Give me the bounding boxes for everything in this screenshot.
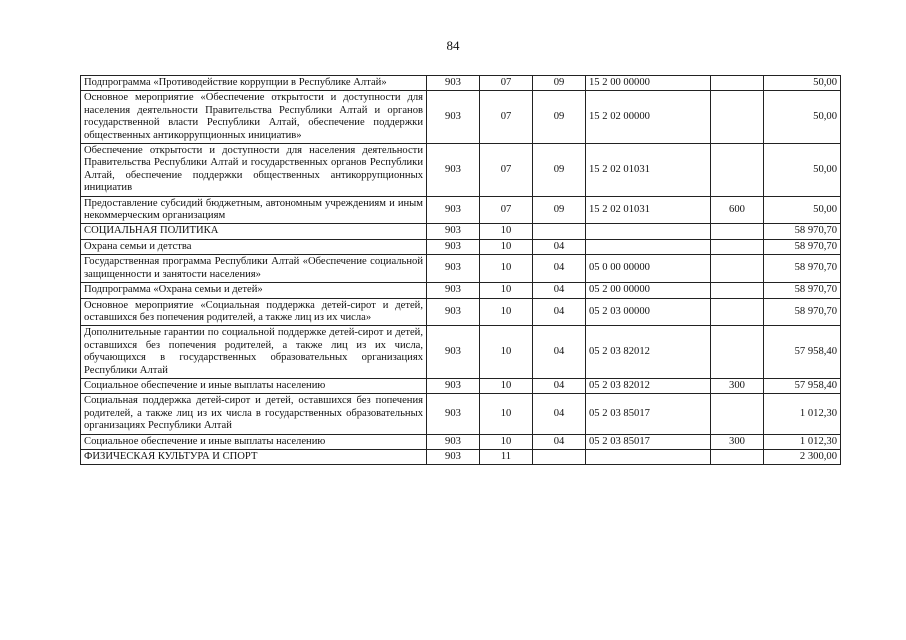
ved-code-cell: 903 — [427, 224, 480, 239]
expense-type-cell — [711, 449, 764, 464]
table-row — [81, 394, 841, 434]
subsection-code-cell: 04 — [533, 298, 586, 326]
target-article-cell: 15 2 00 00000 — [586, 76, 711, 91]
ved-code-cell: 903 — [427, 91, 480, 144]
row-name-cell: Социальное обеспечение и иные выплаты населению — [81, 434, 427, 449]
section-code-cell: 10 — [480, 224, 533, 239]
expense-type-cell: 600 — [711, 196, 764, 224]
row-name-cell: СОЦИАЛЬНАЯ ПОЛИТИКА — [81, 224, 427, 239]
subsection-code-cell: 09 — [533, 196, 586, 224]
table-row — [81, 434, 841, 449]
expense-type-cell — [711, 91, 764, 144]
section-code-cell: 10 — [480, 239, 533, 254]
ved-code-cell: 903 — [427, 326, 480, 379]
expense-type-cell — [711, 394, 764, 434]
ved-code-cell: 903 — [427, 378, 480, 393]
table-row — [81, 378, 841, 393]
budget-table — [80, 75, 841, 465]
expense-type-cell — [711, 144, 764, 197]
table-row — [81, 224, 841, 239]
section-code-cell: 10 — [480, 378, 533, 393]
amount-cell: 57 958,40 — [764, 326, 841, 379]
row-name-cell: ФИЗИЧЕСКАЯ КУЛЬТУРА И СПОРТ — [81, 449, 427, 464]
target-article-cell — [586, 239, 711, 254]
target-article-cell: 05 2 03 85017 — [586, 434, 711, 449]
section-code-cell: 07 — [480, 76, 533, 91]
section-code-cell: 10 — [480, 283, 533, 298]
subsection-code-cell — [533, 449, 586, 464]
table-row — [81, 196, 841, 224]
subsection-code-cell: 09 — [533, 91, 586, 144]
row-name-cell: Охрана семьи и детства — [81, 239, 427, 254]
row-name-cell: Государственная программа Республики Алтай «Обеспечение социальной защищенности и занятости населения» — [81, 255, 427, 283]
table-row — [81, 449, 841, 464]
target-article-cell: 05 2 03 82012 — [586, 378, 711, 393]
subsection-code-cell — [533, 224, 586, 239]
subsection-code-cell: 04 — [533, 326, 586, 379]
section-code-cell: 10 — [480, 434, 533, 449]
target-article-cell: 05 2 03 85017 — [586, 394, 711, 434]
table-row — [81, 144, 841, 197]
amount-cell: 58 970,70 — [764, 239, 841, 254]
row-name-cell: Подпрограмма «Противодействие коррупции в Республике Алтай» — [81, 76, 427, 91]
expense-type-cell: 300 — [711, 434, 764, 449]
section-code-cell: 10 — [480, 255, 533, 283]
target-article-cell: 05 2 03 00000 — [586, 298, 711, 326]
expense-type-cell: 300 — [711, 378, 764, 393]
expense-type-cell — [711, 239, 764, 254]
amount-cell: 2 300,00 — [764, 449, 841, 464]
subsection-code-cell: 09 — [533, 144, 586, 197]
row-name-cell: Социальная поддержка детей-сирот и детей, оставшихся без попечения родителей, а также лиц из их числа в государственных образовательных организациях Республики Алтай — [81, 394, 427, 434]
ved-code-cell: 903 — [427, 144, 480, 197]
expense-type-cell — [711, 224, 764, 239]
target-article-cell — [586, 224, 711, 239]
row-name-cell: Основное мероприятие «Обеспечение открытости и доступности для населения деятельности Правительства Республики Алтай и органов государственной власти Республики Алтай, обеспечение поддержки общественных антикоррупционных инициатив» — [81, 91, 427, 144]
amount-cell: 58 970,70 — [764, 298, 841, 326]
row-name-cell: Предоставление субсидий бюджетным, автономным учреждениям и иным некоммерческим организациям — [81, 196, 427, 224]
target-article-cell: 15 2 02 01031 — [586, 196, 711, 224]
row-name-cell: Подпрограмма «Охрана семьи и детей» — [81, 283, 427, 298]
ved-code-cell: 903 — [427, 283, 480, 298]
table-row — [81, 76, 841, 91]
section-code-cell: 10 — [480, 394, 533, 434]
amount-cell: 58 970,70 — [764, 283, 841, 298]
target-article-cell: 05 2 03 82012 — [586, 326, 711, 379]
table-row — [81, 239, 841, 254]
subsection-code-cell: 04 — [533, 378, 586, 393]
amount-cell: 50,00 — [764, 144, 841, 197]
expense-type-cell — [711, 76, 764, 91]
section-code-cell: 07 — [480, 144, 533, 197]
page-number: 84 — [446, 38, 460, 53]
amount-cell: 58 970,70 — [764, 255, 841, 283]
ved-code-cell: 903 — [427, 239, 480, 254]
amount-cell: 50,00 — [764, 196, 841, 224]
amount-cell: 58 970,70 — [764, 224, 841, 239]
ved-code-cell: 903 — [427, 76, 480, 91]
row-name-cell: Социальное обеспечение и иные выплаты населению — [81, 378, 427, 393]
subsection-code-cell: 04 — [533, 283, 586, 298]
target-article-cell: 15 2 02 01031 — [586, 144, 711, 197]
ved-code-cell: 903 — [427, 394, 480, 434]
section-code-cell: 11 — [480, 449, 533, 464]
table-row — [81, 326, 841, 379]
target-article-cell: 05 2 00 00000 — [586, 283, 711, 298]
amount-cell: 1 012,30 — [764, 434, 841, 449]
row-name-cell: Основное мероприятие «Социальная поддержка детей-сирот и детей, оставшихся без попечения родителей, а также лиц из их числа» — [81, 298, 427, 326]
section-code-cell: 10 — [480, 298, 533, 326]
expense-type-cell — [711, 283, 764, 298]
target-article-cell: 05 0 00 00000 — [586, 255, 711, 283]
expense-type-cell — [711, 255, 764, 283]
subsection-code-cell: 04 — [533, 434, 586, 449]
subsection-code-cell: 04 — [533, 394, 586, 434]
ved-code-cell: 903 — [427, 298, 480, 326]
subsection-code-cell: 04 — [533, 255, 586, 283]
row-name-cell: Дополнительные гарантии по социальной поддержке детей-сирот и детей, оставшихся без попечения родителей, а также лиц из их числа, обучающихся в государственных образовательных организациях Республики Алтай — [81, 326, 427, 379]
table-row — [81, 298, 841, 326]
amount-cell: 57 958,40 — [764, 378, 841, 393]
ved-code-cell: 903 — [427, 196, 480, 224]
expense-type-cell — [711, 326, 764, 379]
budget-table-body — [81, 76, 841, 465]
amount-cell: 1 012,30 — [764, 394, 841, 434]
table-row — [81, 283, 841, 298]
subsection-code-cell: 09 — [533, 76, 586, 91]
ved-code-cell: 903 — [427, 434, 480, 449]
ved-code-cell: 903 — [427, 255, 480, 283]
row-name-cell: Обеспечение открытости и доступности для населения деятельности Правительства Республики Алтай и государственных органов Республики Алтай, обеспечение поддержки общественных антикоррупционных инициатив — [81, 144, 427, 197]
table-row — [81, 255, 841, 283]
amount-cell: 50,00 — [764, 91, 841, 144]
target-article-cell — [586, 449, 711, 464]
amount-cell: 50,00 — [764, 76, 841, 91]
section-code-cell: 07 — [480, 196, 533, 224]
section-code-cell: 10 — [480, 326, 533, 379]
subsection-code-cell: 04 — [533, 239, 586, 254]
expense-type-cell — [711, 298, 764, 326]
ved-code-cell: 903 — [427, 449, 480, 464]
table-row — [81, 91, 841, 144]
section-code-cell: 07 — [480, 91, 533, 144]
target-article-cell: 15 2 02 00000 — [586, 91, 711, 144]
